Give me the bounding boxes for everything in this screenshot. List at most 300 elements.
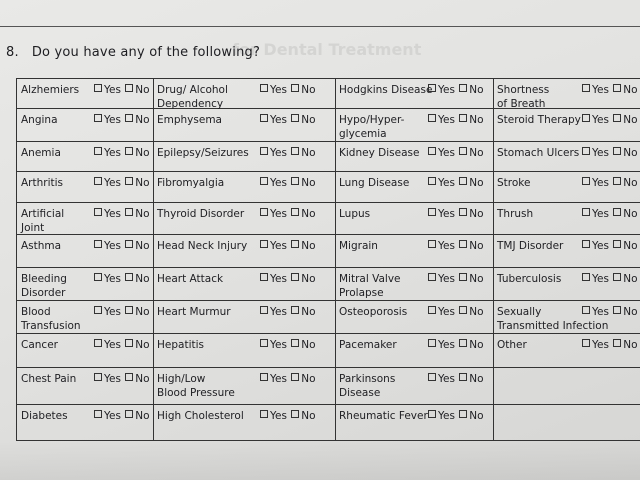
yes-no-choice [259, 207, 316, 221]
yes-checkbox[interactable] [260, 147, 268, 155]
condition-row [153, 268, 335, 301]
yes-checkbox[interactable] [94, 208, 102, 216]
condition-label: Diabetes [21, 410, 68, 422]
no-label: No [623, 114, 638, 126]
yes-checkbox[interactable] [582, 208, 590, 216]
yes-no-choice [581, 113, 638, 127]
condition-label: Chest Pain [21, 373, 77, 385]
yes-label: Yes [592, 177, 609, 189]
condition-row [17, 301, 153, 334]
condition-label: Osteoporosis [339, 306, 408, 318]
condition-row [335, 142, 493, 172]
condition-row [335, 109, 493, 142]
question-number: 8. [6, 45, 19, 60]
no-label: No [469, 208, 484, 220]
condition-row [153, 79, 335, 109]
condition-label: Parkinsons Disease [339, 373, 396, 399]
condition-label: Heart Attack [157, 273, 224, 285]
condition-label: Hypo/Hyper- glycemia [339, 114, 405, 140]
yes-label: Yes [592, 208, 609, 220]
yes-no-choice [427, 272, 484, 286]
no-label: No [623, 273, 638, 285]
yes-checkbox[interactable] [94, 147, 102, 155]
condition-label: Blood Transfusion [21, 306, 81, 332]
yes-label: Yes [438, 84, 455, 96]
yes-label: Yes [592, 84, 609, 96]
condition-row [493, 203, 640, 235]
yes-no-choice [93, 272, 150, 286]
no-label: No [301, 147, 316, 159]
yes-no-choice [93, 113, 150, 127]
yes-no-choice [581, 207, 638, 221]
yes-no-choice [427, 338, 484, 352]
condition-label: Kidney Disease [339, 147, 420, 159]
yes-no-choice [259, 272, 316, 286]
no-checkbox[interactable] [613, 177, 621, 185]
condition-row [17, 142, 153, 172]
no-label: No [135, 273, 150, 285]
no-checkbox[interactable] [125, 410, 133, 418]
yes-label: Yes [438, 339, 455, 351]
no-label: No [301, 339, 316, 351]
yes-checkbox[interactable] [582, 114, 590, 122]
yes-checkbox[interactable] [582, 273, 590, 281]
no-checkbox[interactable] [125, 339, 133, 347]
no-label: No [135, 373, 150, 385]
yes-no-choice [93, 146, 150, 160]
no-label: No [469, 147, 484, 159]
no-label: No [301, 208, 316, 220]
no-checkbox[interactable] [613, 147, 621, 155]
condition-label: Epilepsy/Seizures [157, 147, 249, 159]
no-checkbox[interactable] [459, 84, 467, 92]
condition-row [17, 203, 153, 235]
yes-label: Yes [104, 339, 121, 351]
no-checkbox[interactable] [125, 306, 133, 314]
no-checkbox[interactable] [125, 84, 133, 92]
yes-label: Yes [104, 273, 121, 285]
yes-label: Yes [438, 373, 455, 385]
no-checkbox[interactable] [613, 114, 621, 122]
condition-row [17, 334, 153, 368]
yes-no-choice [259, 83, 316, 97]
condition-row [493, 235, 640, 268]
yes-label: Yes [592, 240, 609, 252]
yes-no-choice [259, 305, 316, 319]
no-checkbox[interactable] [291, 177, 299, 185]
yes-label: Yes [592, 273, 609, 285]
yes-checkbox[interactable] [260, 373, 268, 381]
yes-label: Yes [270, 306, 287, 318]
yes-checkbox[interactable] [260, 114, 268, 122]
condition-row [335, 301, 493, 334]
yes-label: Yes [438, 240, 455, 252]
yes-label: Yes [438, 273, 455, 285]
yes-no-choice [93, 338, 150, 352]
no-label: No [301, 84, 316, 96]
condition-label: Bleeding Disorder [21, 273, 67, 299]
yes-checkbox[interactable] [428, 177, 436, 185]
yes-checkbox[interactable] [428, 114, 436, 122]
yes-checkbox[interactable] [94, 114, 102, 122]
background-text: for Dental Treatment [232, 40, 422, 59]
yes-label: Yes [270, 410, 287, 422]
no-label: No [301, 273, 316, 285]
no-label: No [469, 339, 484, 351]
condition-row [493, 142, 640, 172]
condition-column [493, 79, 640, 441]
no-checkbox[interactable] [459, 114, 467, 122]
yes-label: Yes [104, 410, 121, 422]
condition-column [153, 79, 336, 441]
condition-label: Lupus [339, 208, 371, 220]
no-checkbox[interactable] [291, 240, 299, 248]
condition-label: Asthma [21, 240, 62, 252]
no-checkbox[interactable] [125, 240, 133, 248]
yes-label: Yes [270, 177, 287, 189]
condition-row [153, 235, 335, 268]
condition-row [153, 301, 335, 334]
yes-label: Yes [270, 273, 287, 285]
no-checkbox[interactable] [291, 208, 299, 216]
condition-row [493, 301, 640, 334]
no-checkbox[interactable] [125, 208, 133, 216]
no-label: No [469, 177, 484, 189]
condition-row [335, 172, 493, 203]
question-heading [6, 45, 260, 60]
condition-label: Hodgkins Disease [339, 84, 433, 96]
yes-checkbox[interactable] [94, 306, 102, 314]
yes-checkbox[interactable] [94, 177, 102, 185]
no-checkbox[interactable] [459, 306, 467, 314]
yes-no-choice [93, 239, 150, 253]
no-label: No [135, 84, 150, 96]
condition-label: High/Low Blood Pressure [157, 373, 235, 399]
yes-checkbox[interactable] [260, 177, 268, 185]
condition-row [153, 109, 335, 142]
no-checkbox[interactable] [459, 147, 467, 155]
yes-label: Yes [270, 240, 287, 252]
no-label: No [623, 147, 638, 159]
no-checkbox[interactable] [291, 147, 299, 155]
yes-no-choice [259, 239, 316, 253]
no-checkbox[interactable] [613, 208, 621, 216]
no-label: No [135, 410, 150, 422]
yes-checkbox[interactable] [260, 84, 268, 92]
condition-row [335, 334, 493, 368]
yes-no-choice [427, 146, 484, 160]
yes-no-choice [427, 409, 484, 423]
yes-checkbox[interactable] [94, 84, 102, 92]
yes-label: Yes [438, 114, 455, 126]
yes-label: Yes [104, 84, 121, 96]
condition-column [335, 79, 494, 441]
yes-label: Yes [104, 240, 121, 252]
condition-label: Shortness of Breath [497, 84, 550, 110]
yes-checkbox[interactable] [428, 273, 436, 281]
no-checkbox[interactable] [125, 114, 133, 122]
yes-checkbox[interactable] [428, 306, 436, 314]
yes-label: Yes [438, 147, 455, 159]
no-checkbox[interactable] [291, 339, 299, 347]
yes-no-choice [93, 207, 150, 221]
condition-row [493, 109, 640, 142]
yes-checkbox[interactable] [428, 84, 436, 92]
condition-row [335, 405, 493, 441]
condition-label: Lung Disease [339, 177, 410, 189]
no-label: No [469, 114, 484, 126]
condition-label: Thyroid Disorder [157, 208, 245, 220]
yes-label: Yes [592, 339, 609, 351]
yes-checkbox[interactable] [260, 240, 268, 248]
yes-checkbox[interactable] [94, 273, 102, 281]
no-checkbox[interactable] [613, 306, 621, 314]
no-label: No [623, 339, 638, 351]
no-checkbox[interactable] [291, 114, 299, 122]
yes-no-choice [93, 305, 150, 319]
condition-label: Pacemaker [339, 339, 397, 351]
no-checkbox[interactable] [459, 208, 467, 216]
yes-no-choice [93, 372, 150, 386]
yes-label: Yes [592, 306, 609, 318]
no-label: No [623, 240, 638, 252]
no-label: No [469, 410, 484, 422]
no-checkbox[interactable] [613, 273, 621, 281]
condition-row [17, 172, 153, 203]
yes-checkbox[interactable] [94, 373, 102, 381]
condition-label: Arthritis [21, 177, 64, 189]
yes-no-choice [259, 372, 316, 386]
yes-no-choice [581, 272, 638, 286]
yes-checkbox[interactable] [582, 177, 590, 185]
paper-shadow [0, 440, 640, 480]
no-checkbox[interactable] [459, 273, 467, 281]
yes-checkbox[interactable] [94, 240, 102, 248]
condition-label: Heart Murmur [157, 306, 231, 318]
no-checkbox[interactable] [291, 373, 299, 381]
condition-label: Angina [21, 114, 58, 126]
no-checkbox[interactable] [291, 84, 299, 92]
no-checkbox[interactable] [125, 373, 133, 381]
yes-label: Yes [104, 373, 121, 385]
yes-label: Yes [270, 208, 287, 220]
no-label: No [623, 177, 638, 189]
condition-label: Mitral Valve Prolapse [339, 273, 401, 299]
no-label: No [135, 147, 150, 159]
yes-checkbox[interactable] [260, 273, 268, 281]
yes-no-choice [93, 176, 150, 190]
no-label: No [301, 410, 316, 422]
condition-label: Hepatitis [157, 339, 204, 351]
no-label: No [301, 306, 316, 318]
no-checkbox[interactable] [459, 240, 467, 248]
condition-label: Alzhemiers [21, 84, 80, 96]
yes-no-choice [259, 338, 316, 352]
yes-no-choice [427, 113, 484, 127]
yes-label: Yes [270, 339, 287, 351]
no-label: No [135, 208, 150, 220]
condition-row [17, 235, 153, 268]
yes-checkbox[interactable] [582, 84, 590, 92]
yes-no-choice [427, 176, 484, 190]
no-label: No [469, 84, 484, 96]
yes-checkbox[interactable] [582, 306, 590, 314]
yes-label: Yes [270, 373, 287, 385]
yes-no-choice [93, 409, 150, 423]
yes-label: Yes [270, 147, 287, 159]
yes-checkbox[interactable] [428, 410, 436, 418]
yes-checkbox[interactable] [428, 240, 436, 248]
no-label: No [623, 84, 638, 96]
condition-label: TMJ Disorder [497, 240, 564, 252]
condition-label: Cancer [21, 339, 58, 351]
yes-label: Yes [270, 84, 287, 96]
yes-label: Yes [270, 114, 287, 126]
yes-no-choice [259, 113, 316, 127]
no-checkbox[interactable] [291, 306, 299, 314]
condition-label: Other [497, 339, 527, 351]
no-checkbox[interactable] [125, 273, 133, 281]
no-checkbox[interactable] [459, 410, 467, 418]
no-label: No [135, 240, 150, 252]
no-checkbox[interactable] [459, 339, 467, 347]
no-label: No [469, 373, 484, 385]
yes-label: Yes [592, 147, 609, 159]
condition-label: Fibromyalgia [157, 177, 225, 189]
condition-row [335, 235, 493, 268]
yes-label: Yes [592, 114, 609, 126]
no-label: No [135, 339, 150, 351]
yes-checkbox[interactable] [428, 208, 436, 216]
yes-label: Yes [104, 147, 121, 159]
no-label: No [301, 177, 316, 189]
no-label: No [301, 114, 316, 126]
no-label: No [469, 240, 484, 252]
condition-label: Thrush [497, 208, 534, 220]
yes-label: Yes [438, 306, 455, 318]
yes-checkbox[interactable] [260, 306, 268, 314]
condition-label: Stroke [497, 177, 531, 189]
condition-row [493, 79, 640, 109]
condition-row [17, 268, 153, 301]
condition-row [153, 203, 335, 235]
condition-row [493, 368, 640, 405]
condition-row [153, 334, 335, 368]
yes-checkbox[interactable] [94, 410, 102, 418]
yes-no-choice [581, 305, 638, 319]
yes-no-choice [581, 83, 638, 97]
no-label: No [135, 177, 150, 189]
no-checkbox[interactable] [459, 373, 467, 381]
condition-label: Emphysema [157, 114, 222, 126]
condition-row [493, 172, 640, 203]
condition-row [335, 268, 493, 301]
condition-row [335, 368, 493, 405]
condition-label: Head Neck Injury [157, 240, 248, 252]
yes-label: Yes [104, 177, 121, 189]
condition-row [493, 405, 640, 441]
condition-row [153, 172, 335, 203]
yes-checkbox[interactable] [260, 410, 268, 418]
condition-row [17, 79, 153, 109]
condition-label: High Cholesterol [157, 410, 244, 422]
yes-no-choice [427, 239, 484, 253]
yes-no-choice [581, 239, 638, 253]
yes-checkbox[interactable] [94, 339, 102, 347]
condition-label: Artificial Joint [21, 208, 65, 234]
condition-label: Tuberculosis [497, 273, 562, 285]
condition-label: Rheumatic Fever [339, 410, 428, 422]
no-checkbox[interactable] [613, 84, 621, 92]
condition-row [493, 268, 640, 301]
yes-no-choice [259, 176, 316, 190]
no-label: No [301, 373, 316, 385]
no-label: No [135, 114, 150, 126]
yes-no-choice [427, 372, 484, 386]
yes-no-choice [581, 176, 638, 190]
yes-checkbox[interactable] [428, 339, 436, 347]
no-label: No [135, 306, 150, 318]
yes-checkbox[interactable] [428, 373, 436, 381]
yes-no-choice [581, 338, 638, 352]
yes-checkbox[interactable] [582, 339, 590, 347]
no-checkbox[interactable] [459, 177, 467, 185]
yes-checkbox[interactable] [428, 147, 436, 155]
condition-row [493, 334, 640, 368]
yes-checkbox[interactable] [260, 339, 268, 347]
no-checkbox[interactable] [125, 177, 133, 185]
yes-checkbox[interactable] [582, 240, 590, 248]
yes-label: Yes [438, 410, 455, 422]
condition-column [17, 79, 154, 441]
condition-row [17, 109, 153, 142]
no-checkbox[interactable] [613, 339, 621, 347]
yes-no-choice [427, 305, 484, 319]
no-checkbox[interactable] [291, 273, 299, 281]
yes-no-choice [93, 83, 150, 97]
yes-label: Yes [104, 114, 121, 126]
condition-row [335, 79, 493, 109]
yes-no-choice [259, 146, 316, 160]
condition-label: Migrain [339, 240, 378, 252]
yes-no-choice [427, 83, 484, 97]
condition-label: Drug/ Alcohol Dependency [157, 84, 228, 110]
yes-label: Yes [438, 208, 455, 220]
condition-label: Stomach Ulcers [497, 147, 580, 159]
yes-label: Yes [438, 177, 455, 189]
conditions-table [16, 78, 640, 441]
question-text: Do you have any of the following? [31, 45, 261, 60]
condition-label: Anemia [21, 147, 61, 159]
yes-label: Yes [104, 306, 121, 318]
condition-row [17, 368, 153, 405]
top-divider [0, 26, 640, 27]
no-label: No [623, 306, 638, 318]
no-checkbox[interactable] [125, 147, 133, 155]
condition-label: Steroid Therapy [497, 114, 581, 126]
no-checkbox[interactable] [291, 410, 299, 418]
yes-checkbox[interactable] [260, 208, 268, 216]
yes-checkbox[interactable] [582, 147, 590, 155]
yes-no-choice [581, 146, 638, 160]
condition-row [153, 405, 335, 441]
yes-no-choice [427, 207, 484, 221]
yes-label: Yes [104, 208, 121, 220]
no-label: No [469, 306, 484, 318]
no-checkbox[interactable] [613, 240, 621, 248]
no-label: No [623, 208, 638, 220]
condition-row [335, 203, 493, 235]
